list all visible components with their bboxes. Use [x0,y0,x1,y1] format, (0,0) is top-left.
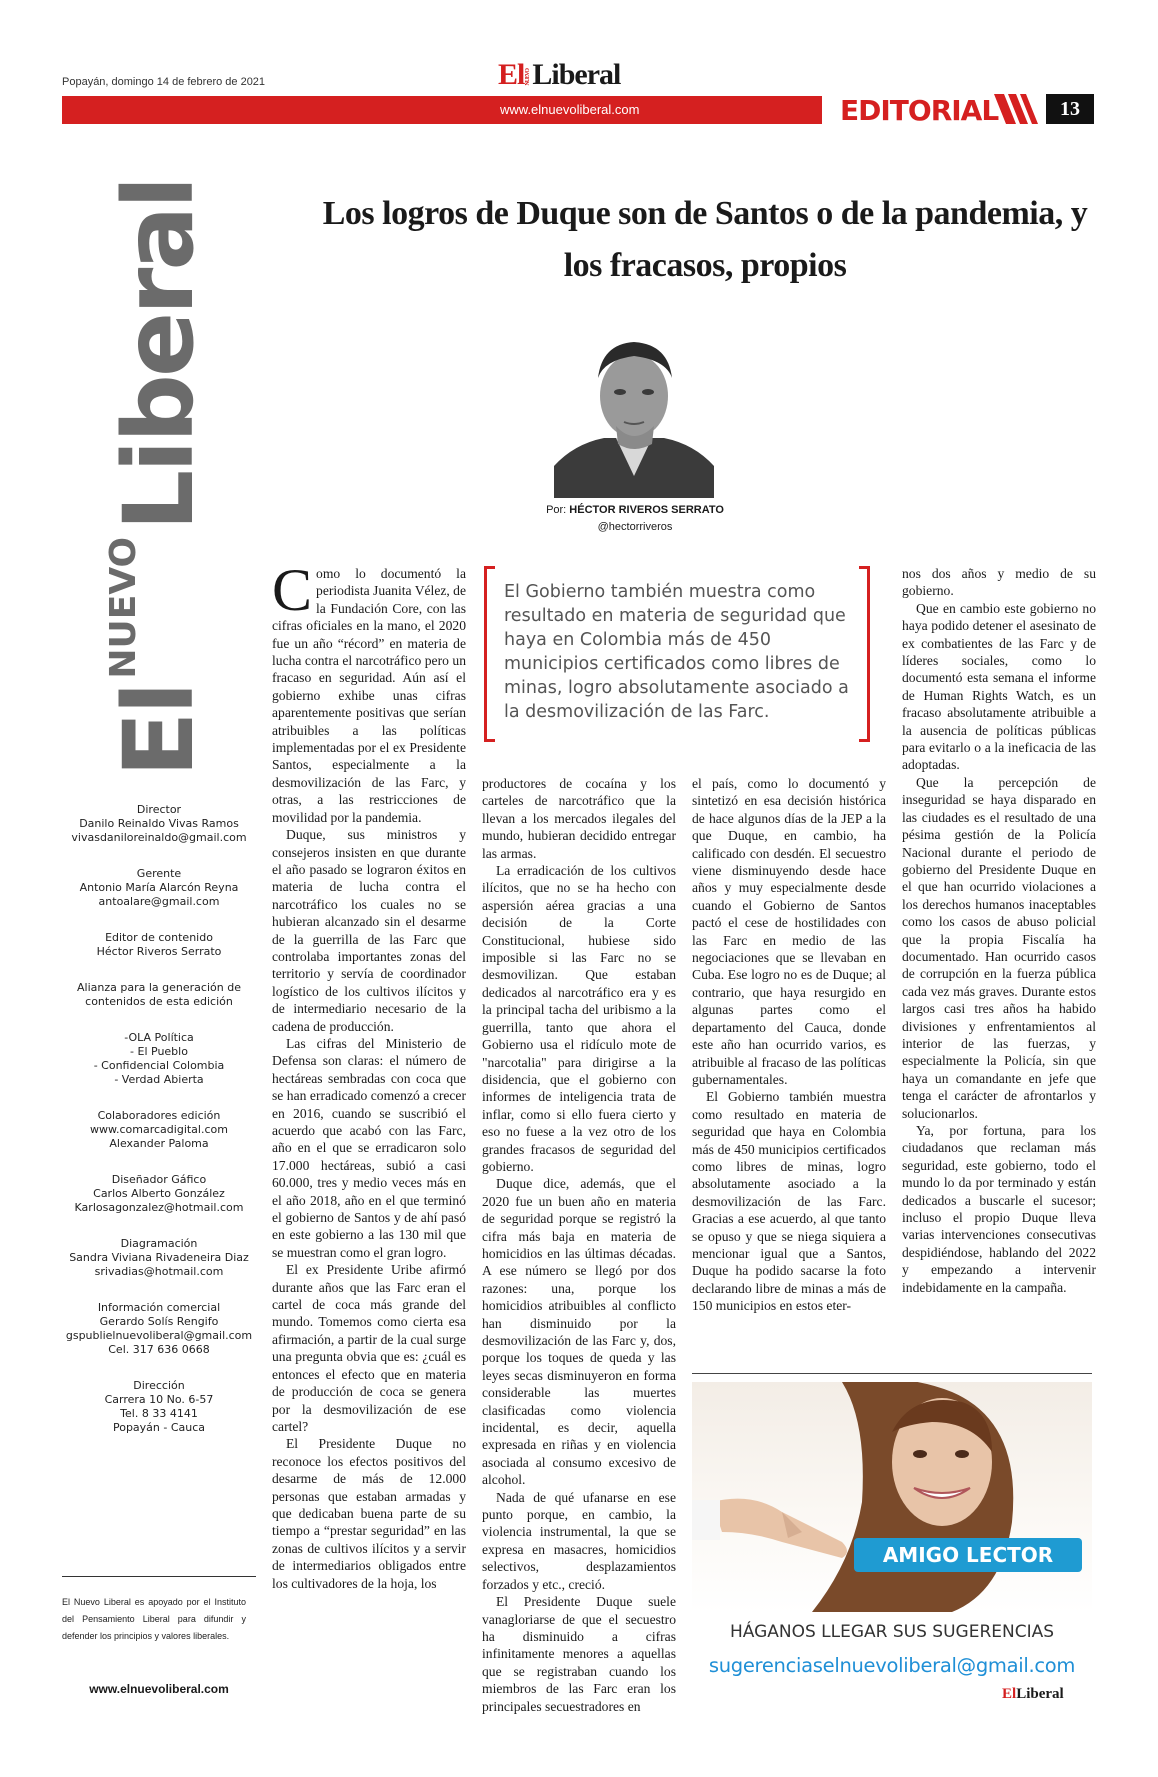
paragraph-text: El ex Presidente Uribe afirmó durante años que las Farc eran el cartel de coca más grande del mundo. Tomemos como cierta esa afirmación, a partir de la cual surge una pregunta obvia que es: ¿cuál es entonces el efecto que en materia de producción de coca se genera por la desmovilización de ese cartel? [272,1262,466,1434]
credit-line: Alianza para la generación de [77,981,241,994]
vertical-logo-el: El [103,684,215,778]
credit-block [62,1379,256,1435]
credit-line: - Verdad Abierta [114,1073,204,1086]
logo-nuevo: NUEVO [525,68,532,86]
sidebar-url[interactable]: www.elnuevoliberal.com [89,1682,229,1696]
article-paragraph [902,774,1096,1122]
reader-suggestions-ad[interactable] [692,1382,1092,1712]
article-paragraph [902,565,1096,600]
ad-logo-liberal: Liberal [1016,1686,1064,1702]
credit-block [62,1237,256,1279]
author-name: HÉCTOR RIVEROS SERRATO [569,504,724,516]
credit-line: Información comercial [97,1301,221,1314]
credit-line: Gerente [136,867,182,880]
credit-line[interactable]: gspublielnuevoliberal@gmail.com [65,1329,253,1342]
article-paragraph [272,557,467,826]
credit-line: Sandra Viviana Rivadeneira Diaz [69,1251,249,1264]
masthead-logo[interactable] [498,58,620,92]
ad-email-link[interactable]: sugerenciaselnuevoliberal@gmail.com [708,1654,1076,1677]
article-paragraph [272,1261,466,1435]
credit-line: Editor de contenido [105,931,213,944]
paragraph-text: Duque dice, además, que el 2020 fue un buen año en materia de seguridad porque se registró la cifra más baja en materia de homicidios en las últimas décadas. A ese número se llegó por dos razones: una, porque los homicidios atribuibles al conflicto han disminuido por la desmovilización de las Farc y, dos, porque los toques de queda y las leyes secas disminuyeron en forma considerable las muertes clasificadas como violencia incidental, es decir, aquella expresada en riñas y en violencia asociada al consumo excesivo de alcohol. [482,1176,676,1488]
page-number: 13 [1046,94,1094,124]
credit-line: Colaboradores edición [97,1109,221,1122]
article-column-3 [692,775,886,1315]
credit-line: Carrera 10 No. 6-57 [104,1393,214,1406]
credit-block [62,931,256,959]
credit-block [62,1173,256,1215]
pull-quote-bracket-right [859,566,870,742]
article-paragraph [902,600,1096,774]
paragraph-text: Que la percepción de inseguridad se haya disparado en las ciudades es el resultado de una pésima gestión de la Policía Nacional durante el periodo de gobierno del Presidente Duque en el que han ocurrido violaciones a los derechos humanos inaceptables como los casos de abuso policial que la propia Fiscalía ha documentado. Han ocurrido casos de corrupción en la fuerza pública cada vez más graves. Durante estos largos casi tres años ha habido divisiones y enfrentamientos al interior de las fuerzas, y especialmente la Policía, sin que haya un comandante en jefe que tenga el carácter de afrontarlos y solucionarlos. [902,774,1096,1121]
credit-line: Director [136,803,182,816]
vertical-logo-nuevo: NUEVO [103,536,144,679]
credit-line: Dirección [133,1379,185,1392]
credit-line: Antonio María Alarcón Reyna [79,881,239,894]
article-paragraph [482,775,676,862]
credit-line: Diagramación [120,1237,198,1250]
article-paragraph [482,1175,676,1488]
credit-line: Héctor Riveros Serrato [96,945,222,958]
byline-prefix: Por: [546,504,570,516]
vertical-logo-liberal: Liberal [103,178,215,531]
decorative-stripes-icon [994,94,1042,124]
credit-line: Danilo Reinaldo Vivas Ramos [79,817,239,830]
credit-line[interactable]: vivasdaniloreinaldo@gmail.com [71,831,247,844]
article-paragraph [902,1122,1096,1296]
credit-line: - Confidencial Colombia [93,1059,225,1072]
credit-block [62,1109,256,1151]
credit-line: Alexander Paloma [109,1137,209,1150]
paragraph-text: El Presidente Duque no reconoce los efectos positivos del desarme de más de 12.000 personas que estaban armadas y que dedicaban buena parte de su tiempo a “prestar seguridad” en las zonas de cultivos ilícitos y a servir de intermediarios obligados entre los cultivadores de la hoja, los [272,1436,466,1591]
logo-el: El [498,58,525,91]
smiling-woman-pointing-image [692,1382,1092,1612]
pull-quote [484,566,870,738]
credit-line: -OLA Política [124,1031,194,1044]
credit-line[interactable]: srivadias@hotmail.com [94,1265,224,1278]
paragraph-text: nos dos años y medio de su gobierno. [902,566,1096,599]
pull-quote-text: El Gobierno también muestra como resultado en materia de seguridad que haya en Colombia más de 450 municipios certificados como libres de minas, logro absolutamente asociado a la desmovilización de las Farc. [504,582,849,722]
credit-line: Tel. 8 33 4141 [120,1407,198,1420]
header-site-url[interactable]: www.elnuevoliberal.com [500,102,640,117]
drop-cap: C [272,557,313,623]
staff-credits [62,803,256,1457]
article-headline: Los logros de Duque son de Santos o de la pandemia, y los fracasos, propios [322,195,1088,284]
credit-line: Gerardo Solís Rengifo [99,1315,219,1328]
paragraph-text: El Presidente Duque suele vanagloriarse de que el secuestro ha disminuido a cifras infinitamente menores a aquellas que se registraban cuando los miembros de las Farc eran los principales secuestradores en [482,1594,676,1714]
credit-line: - El Pueblo [130,1045,188,1058]
paragraph-text: el país, como lo documentó y sintetizó en esa decisión histórica de hace algunos días de la JEP a la que Duque, en cambio, ha calificado con desdén. El secuestro viene disminuyendo desde hace años y muy especialmente desde cuando el Gobierno de Santos pactó el cese de hostilidades con las Farc en medio de las negociaciones que se llevaban en Cuba. Ese logro no es de Duque; al contrario, que haya resurgido en algunas partes como el departamento del Cauca, donde este año han ocurrido varios, es atribuible al fracaso de las políticas gubernamentales. [692,776,886,1087]
paragraph-text: La erradicación de los cultivos ilícitos, que no se ha hecho con aspersión aérea gracias a una decisión de la Corte Constitucional, hubiese sido imposible si las Farc no se desmovilizan. Que estaban dedicados al narcotráfico era y es la principal tacha del uribismo a la guerrilla, tanto que ahora el Gobierno usa el ridículo mote de "narcotalia" para dirigirse a la disidencia, que el gobierno con informes de inteligencia trata de inflar, como si ello fuera cierto y eso no fuese a la vez otro de los grandes fracasos de seguridad del gobierno. [482,863,676,1174]
paragraph-text: Ya, por fortuna, para los ciudadanos que reclaman más seguridad, este gobierno, todo el mundo lo da por terminado y están dedicados a buscarle el sucesor; incluso el propio Duque lleva varias intervenciones consecutivas despidiéndose, hablando del 2022 y empezando a intervenir indebidamente en la campaña. [902,1123,1096,1295]
paragraph-text: Las cifras del Ministerio de Defensa son claras: el número de hectáreas sembradas con coca que se han erradicado comenzó a crecer en 2016, cuando se suscribió el acuerdo que acabó con las Farc, año en el que se erradicaron solo 17.000 hectáreas, subió a casi 60.000, tres y medio veces más en el año 2018, año en el que terminó el gobierno de Santos y de ahí pasó en este gobierno a las 130 mil que se muestran como el gran logro. [272,1035,466,1260]
edition-date: Popayán, domingo 14 de febrero de 2021 [62,76,266,88]
ad-logo-el: El [1002,1686,1017,1702]
credit-block [62,803,256,845]
header-red-bar [62,96,822,124]
ad-badge: AMIGO LECTOR [854,1538,1082,1572]
article-paragraph [482,1489,676,1593]
ad-tagline: HÁGANOS LLEGAR SUS SUGERENCIAS [729,1622,1055,1642]
credit-line: contenidos de esta edición [85,995,233,1008]
article-column-1 [272,557,467,1592]
paragraph-text: Duque, sus ministros y consejeros insisten en que durante el año pasado se lograron éxitos en materia de lucha contra el narcotráfico los cuales no se hubieran alcanzado sin el desarme de la guerrilla de las Farc que controlaba importantes zonas del territorio y servía de coordinador logístico de los cultivos ilícitos y de intermediario necesario de la cadena de producción. [272,827,466,1034]
byline [520,502,750,536]
article-column-4 [902,565,1096,1296]
paragraph-text: Nada de qué ufanarse en ese punto porque, en cambio, la violencia instrumental, la que se expresa en masacres, homicidios selectivos, desplazamientos forzados y etc., creció. [482,1489,676,1592]
credit-block [62,867,256,909]
article-paragraph [692,775,886,1088]
ad-divider [692,1373,1092,1374]
paragraph-text: Que en cambio este gobierno no haya podido detener el asesinato de ex combatientes de las Farc y de líderes sociales, como lo documentó esta semana el informe de Human Rights Watch, es un fracaso absolutamente atribuible a la ausencia de políticas públicas para evitarlo o a la ineficacia de las adoptadas. [902,600,1096,773]
support-note: El Nuevo Liberal es apoyado por el Instituto del Pensamiento Liberal para difundir y defender los principios y valores liberales. [62,1597,246,1641]
paragraph-text: omo lo documentó la periodista Juanita Vélez, de la Fundación Core, con las cifras oficiales en la mano, el 2020 fue un año “récord” en materia de lucha contra el narcotráfico pero un fracaso en seguridad. Aún así el gobierno exhibe unas cifras aparentemente positivas que serían atribuibles a las políticas implementadas por el ex Presidente Santos, especialmente a la desmovilización de las Farc, y otras, a las restricciones de movilidad por la pandemia. [272,566,467,825]
section-title: EDITORIAL [840,94,999,127]
article-paragraph [692,1088,886,1314]
credit-block [62,1031,256,1087]
credit-block [62,1301,256,1357]
credit-line: Cel. 317 636 0668 [108,1343,210,1356]
article-paragraph [272,826,466,1035]
article-column-2 [482,775,676,1715]
credit-line: Carlos Alberto González [93,1187,225,1200]
article-paragraph [272,1435,466,1592]
credit-block [62,981,256,1009]
article-paragraph [482,862,676,1175]
paragraph-text: El Gobierno también muestra como resultado en materia de seguridad que haya en Colombia más de 450 municipios certificados como libres de minas, logro absolutamente asociado a la desmovilización de las Farc. Gracias a ese acuerdo, al que tanto se opuso y que se niega siquiera a mencionar igual que a Santos, Duque ha podido sacarse la foto declarando libre de minas a más de 150 municipios en estos eter- [692,1089,886,1314]
article-paragraph [272,1035,466,1261]
pull-quote-bracket-left [484,566,495,742]
article-paragraph [482,1593,676,1715]
sidebar-divider [62,1576,256,1577]
credit-line[interactable]: www.comarcadigital.com [90,1123,228,1136]
credit-line: Popayán - Cauca [112,1421,206,1434]
ad-logo [1002,1686,1064,1703]
logo-liberal: Liberal [532,58,621,91]
credit-line: Diseñador Gáfico [111,1173,207,1186]
vertical-logo [103,178,215,778]
author-photo [554,326,714,498]
paragraph-text: productores de cocaína y los carteles de narcotráfico que la llevan a los mercados ilegales del mundo, hubieran decidido entregar las armas. [482,776,676,861]
author-handle[interactable]: @hectorriveros [597,521,673,533]
credit-line[interactable]: Karlosagonzalez@hotmail.com [74,1201,244,1214]
credit-line[interactable]: antoalare@gmail.com [98,895,220,908]
